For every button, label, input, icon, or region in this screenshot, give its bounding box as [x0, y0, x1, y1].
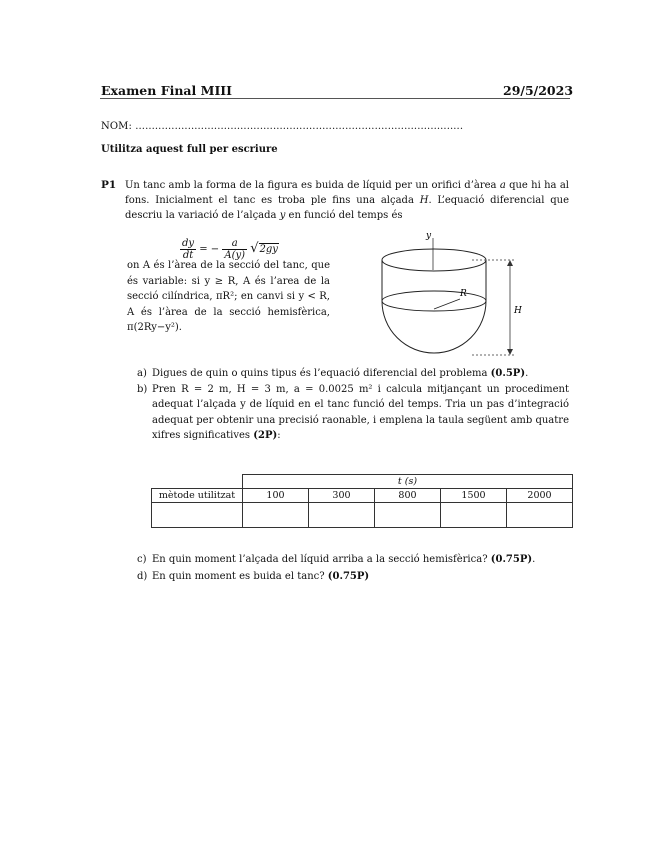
- radius-label: R: [460, 289, 467, 299]
- instruction-text: Utilitza aquest full per escriure: [101, 144, 278, 155]
- time-header: t (s): [243, 475, 573, 489]
- area-definition: on A és l’àrea de la secció del tanc, que és variable: si y ≥ R, A és l’area de la secció cilíndrica, πR²; en canvi si y < R, A és l’àrea de la secció hemisfèrica, π(2Ry−y²).: [127, 260, 330, 333]
- question-d: d) En quin moment es buida el tanc? (0.75P): [137, 571, 370, 582]
- height-arrow-top: [507, 260, 513, 266]
- sqrt-content: 2gy: [259, 244, 278, 255]
- sqrt-symbol: √: [250, 241, 259, 256]
- answer-cell[interactable]: [507, 503, 573, 528]
- height-arrow-bottom: [507, 349, 513, 355]
- answer-cell[interactable]: [441, 503, 507, 528]
- header-rule: [100, 98, 570, 99]
- question-c: c) En quin moment l’alçada del líquid arriba a la secció hemisfèrica? (0.75P).: [137, 554, 536, 565]
- exam-date: 29/5/2023: [503, 83, 574, 98]
- questions-c-d: [137, 551, 569, 585]
- equals-minus: = −: [199, 244, 220, 255]
- results-table: [151, 474, 573, 528]
- tank-figure: [380, 225, 530, 365]
- method-label-cell: mètode utilitzat: [152, 489, 243, 503]
- problem-intro: Un tanc amb la forma de la figura es buida de líquid per un orifici d’àrea a que hi ha al fons. Inicialment el tanc es troba ple fins una alçada H. L’equació diferencial que descriu la variació de l’alçada y en funció del temps és: [125, 180, 569, 221]
- a-over-A-fraction: $\frac{a}{A(y)}$: [224, 238, 246, 261]
- col-header: 800: [375, 489, 441, 503]
- col-header: 2000: [507, 489, 573, 503]
- answer-cell[interactable]: [309, 503, 375, 528]
- tank-top-rim: [382, 249, 486, 271]
- exam-title: Examen Final MIII: [101, 83, 232, 98]
- height-label: H: [514, 306, 522, 316]
- problem-label: P1: [101, 179, 117, 191]
- answer-cell[interactable]: [375, 503, 441, 528]
- question-a: a) Digues de quin o quins tipus és l’equació diferencial del problema (0.5P).: [137, 368, 529, 379]
- question-b: b) Pren R = 2 m, H = 3 m, a = 0.0025 m² i calcula mitjançant un procediment adequat l’alçada y de líquid en el tanc funció del temps. Tria un pas d’integració adequat per obtenir una precisió raonable, i emplena la taula següent amb quatre xifres significatives (2P):: [137, 383, 569, 441]
- col-header: 1500: [441, 489, 507, 503]
- radius-line: [434, 299, 460, 309]
- answer-cell[interactable]: [243, 503, 309, 528]
- method-answer-cell[interactable]: [152, 503, 243, 528]
- questions-a-b: [137, 366, 569, 444]
- dy-dt-fraction: $\frac{dy}{dt}$: [182, 238, 195, 261]
- name-field-line: NOM: ....................................................................................................: [101, 121, 464, 132]
- y-axis-label: y: [426, 231, 432, 241]
- hemisphere-rim: [382, 291, 486, 311]
- col-header: 300: [309, 489, 375, 503]
- table-corner: [152, 475, 243, 489]
- col-header: 100: [243, 489, 309, 503]
